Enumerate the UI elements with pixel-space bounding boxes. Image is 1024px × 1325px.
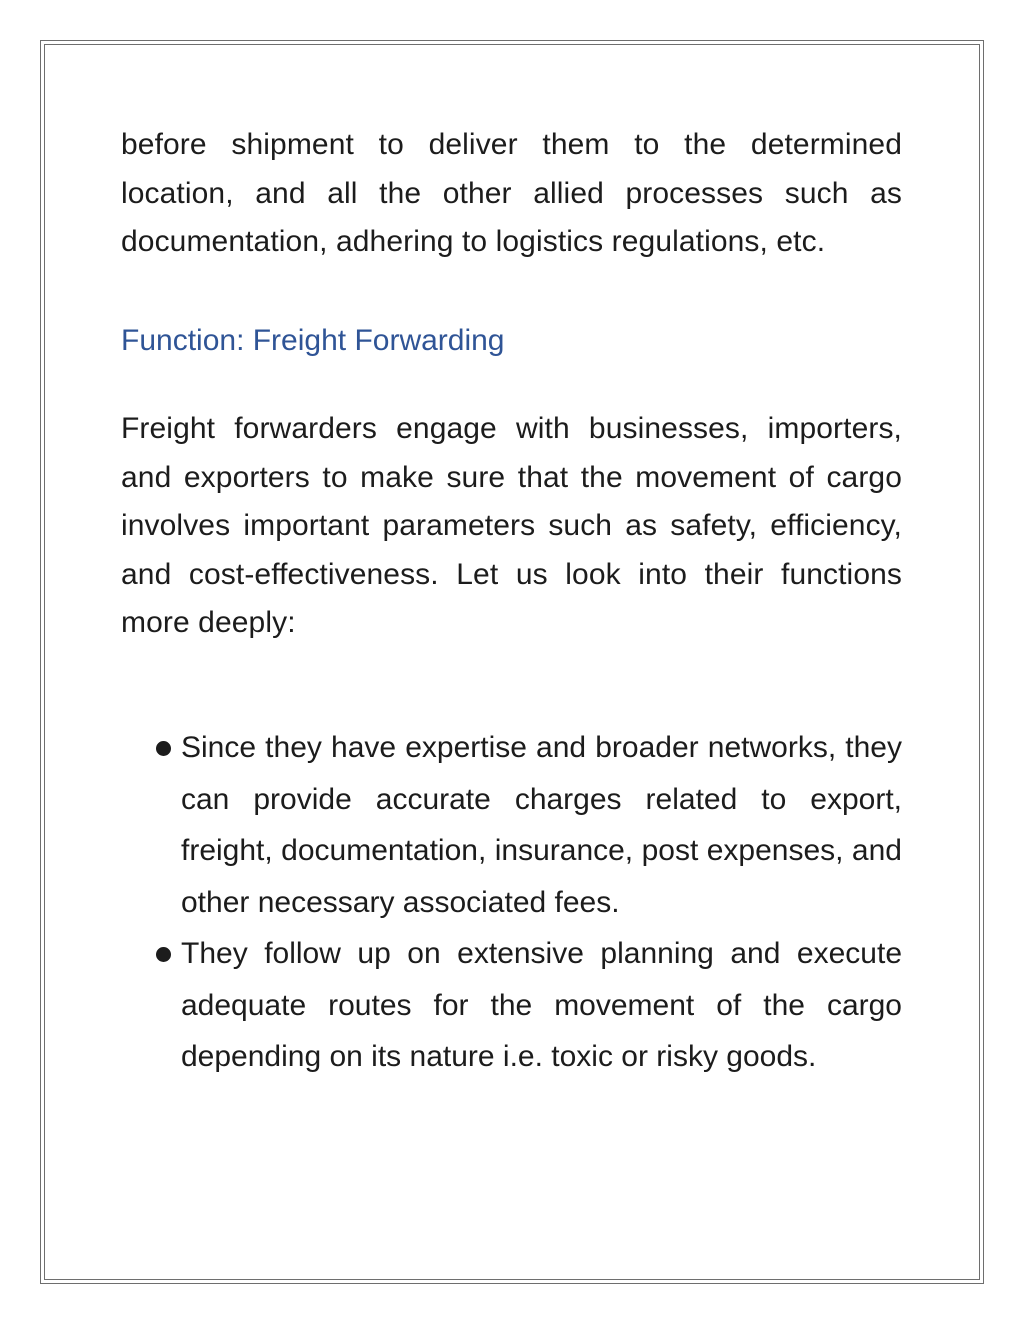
document-content xyxy=(121,121,902,1073)
bullet-icon xyxy=(156,741,171,756)
intro-paragraph: before shipment to deliver them to the determined location, and all the other allied processes such as documentation, adhering to logistics regulations, etc. xyxy=(121,128,902,258)
bullet-text: Since they have expertise and broader networks, they can provide accurate charges related to export, freight, documentation, insurance, post expenses, and other necessary associated fees. xyxy=(181,731,902,919)
bullet-text: They follow up on extensive planning and execute adequate routes for the movement of the cargo depending on its nature i.e. toxic or risky goods. xyxy=(181,937,902,1073)
main-paragraph: Freight forwarders engage with businesses, importers, and exporters to make sure that the movement of cargo involves important parameters such as safety, efficiency, and cost-effectiveness. Let us look into their functions more deeply: xyxy=(121,412,902,639)
list-item xyxy=(121,928,902,1083)
bullet-list xyxy=(121,722,902,1083)
section-heading: Function: Freight Forwarding xyxy=(121,324,505,357)
list-item xyxy=(121,722,902,928)
bullet-icon xyxy=(156,947,171,962)
